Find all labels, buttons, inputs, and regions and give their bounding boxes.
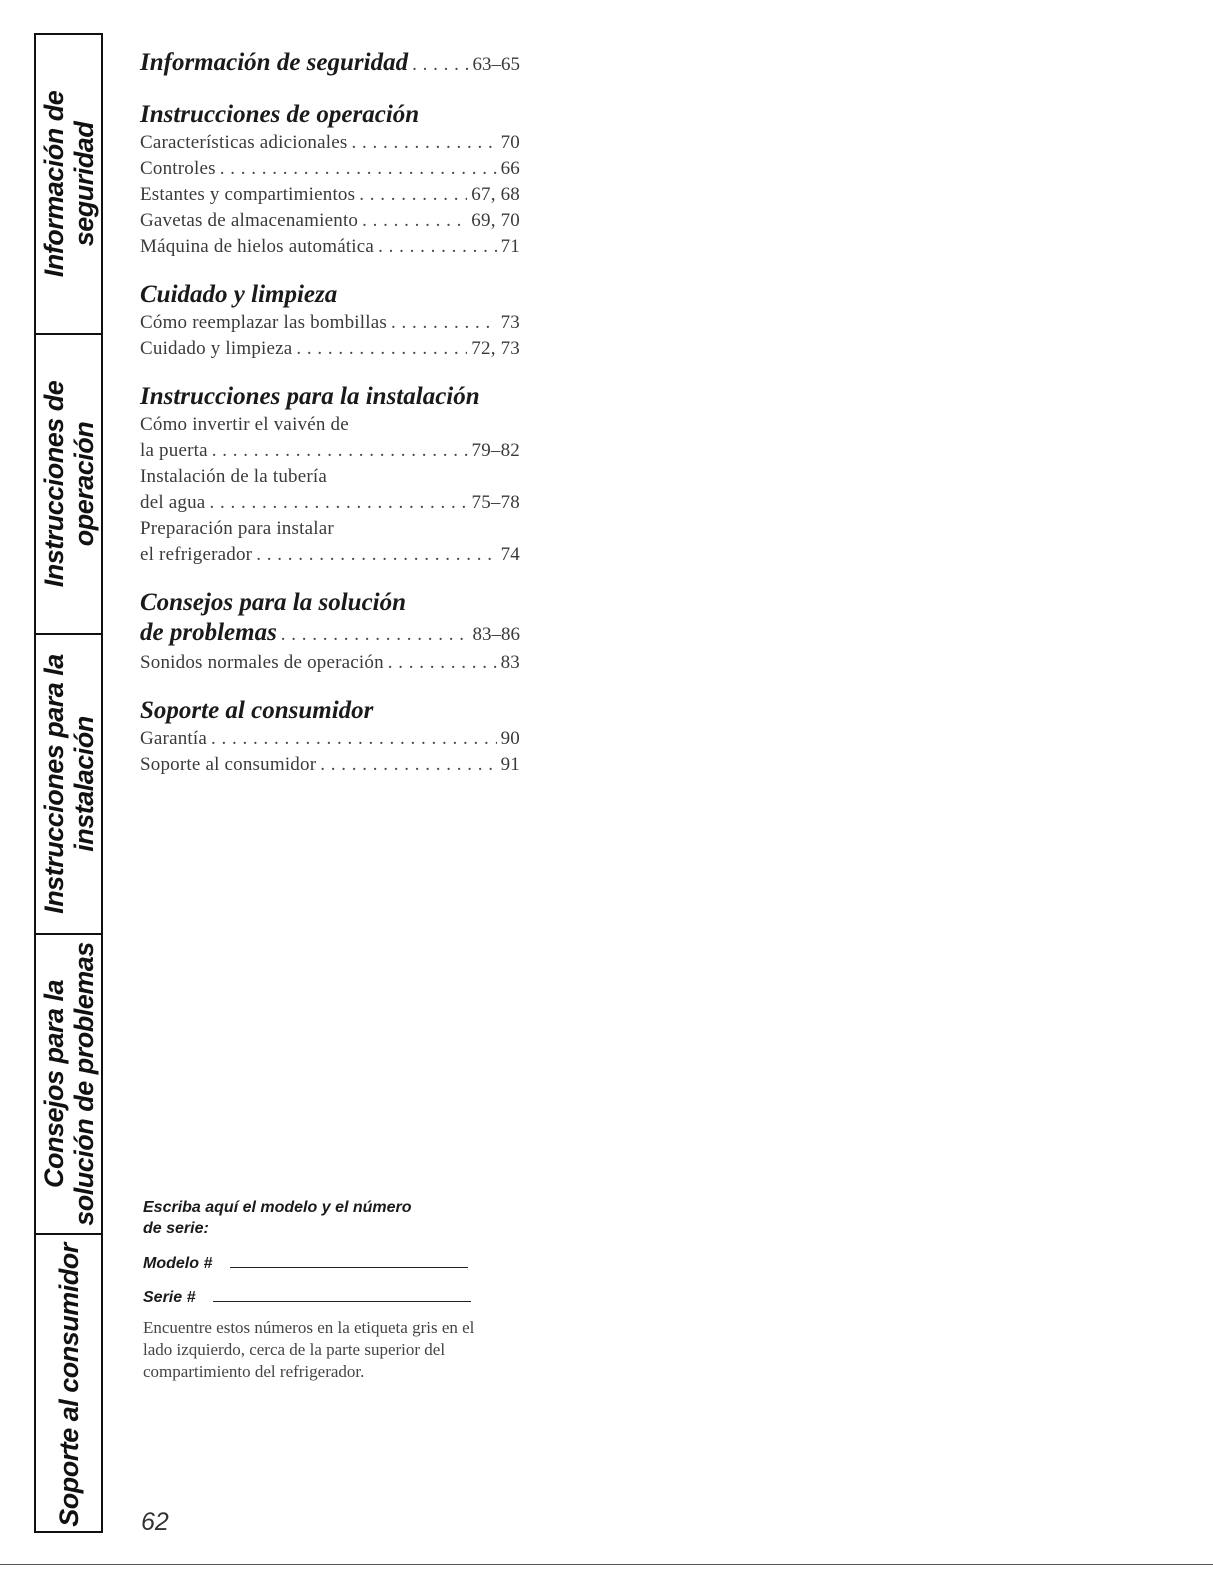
leader-dots — [362, 208, 467, 234]
toc-entry-label: Gavetas de almacenamiento — [140, 210, 359, 231]
toc-entry[interactable] — [140, 542, 520, 568]
page-number: 62 — [141, 1508, 169, 1536]
bottom-rule — [0, 1564, 1213, 1565]
toc-entry-label-first-line: Cómo invertir el vaivén de — [140, 414, 349, 435]
tab-support[interactable] — [36, 1235, 101, 1535]
leader-dots — [296, 336, 467, 362]
toc-heading-label: Información de seguridad — [140, 49, 409, 76]
toc-page-number: 69, 70 — [471, 210, 520, 231]
leader-dots — [359, 182, 467, 208]
tab-label-line1: Soporte al consumidor — [53, 1243, 84, 1527]
tab-label-line1: Información de — [38, 90, 69, 278]
leader-dots — [320, 752, 496, 778]
model-box-title-line2: de serie: — [143, 1220, 209, 1237]
toc-entry[interactable] — [140, 650, 520, 676]
toc-page-number: 83–86 — [472, 624, 520, 645]
toc-entry[interactable] — [140, 336, 520, 362]
tab-label-line2: instalación — [68, 716, 99, 852]
toc-entry-label: Garantía — [140, 728, 208, 749]
toc-heading-label: de problemas — [140, 619, 277, 646]
tab-operation[interactable] — [36, 335, 101, 635]
model-field — [143, 1253, 503, 1273]
toc-section-support — [140, 696, 520, 778]
tab-label-line2: seguridad — [68, 121, 99, 247]
toc-entry-label: Cómo reemplazar las bombillas — [140, 312, 387, 333]
tab-label-line1: Consejos para la — [38, 979, 69, 1189]
toc-page-number: 74 — [500, 544, 520, 565]
toc-entry-label: la puerta — [140, 440, 208, 461]
serial-write-line — [213, 1287, 471, 1302]
leader-dots — [391, 310, 497, 336]
tab-label-line1: Instrucciones de — [38, 380, 69, 588]
toc-entry-label: Cuidado y limpieza — [140, 338, 293, 359]
leader-dots — [412, 50, 468, 80]
tab-operation-label — [37, 336, 101, 632]
toc-page-number: 72, 73 — [471, 338, 520, 359]
toc-section-care — [140, 280, 520, 362]
toc-page-number: 83 — [500, 652, 520, 673]
toc-section-safety — [140, 48, 520, 80]
toc-entry-label: del agua — [140, 492, 206, 513]
toc-entry-label: Características adicionales — [140, 132, 348, 153]
tab-troubleshooting-label — [37, 936, 101, 1232]
leader-dots — [256, 542, 496, 568]
toc-page-number: 71 — [500, 236, 520, 257]
tab-label-line1: Instrucciones para la — [38, 654, 69, 914]
tab-installation[interactable] — [36, 635, 101, 935]
toc-entry[interactable] — [140, 234, 520, 260]
model-box-title: Escriba aquí el modelo y el número — [143, 1199, 412, 1216]
toc-section-installation — [140, 382, 520, 568]
toc-page-number: 66 — [500, 158, 520, 179]
tab-label-line2: solución de problemas — [68, 942, 99, 1226]
toc-heading-troubleshooting: Consejos para la solución — [140, 589, 407, 616]
toc-heading-support: Soporte al consumidor — [140, 697, 374, 724]
toc-entry[interactable] — [140, 726, 520, 752]
toc-entry-label: Controles — [140, 158, 216, 179]
leader-dots — [211, 726, 497, 752]
toc-page-number: 79–82 — [471, 440, 520, 461]
model-box-note: Encuentre estos números en la etiqueta gris en el lado izquierdo, cerca de la parte superior del compartimiento del refrigerador. — [143, 1318, 475, 1381]
toc-page-number: 73 — [500, 312, 520, 333]
toc-entry[interactable] — [140, 490, 520, 516]
toc-page-number: 70 — [500, 132, 520, 153]
leader-dots — [220, 156, 497, 182]
tab-safety-label — [37, 36, 101, 332]
table-of-contents — [140, 48, 520, 798]
toc-section-troubleshooting — [140, 588, 520, 676]
tab-label-line2: operación — [68, 421, 99, 547]
toc-entry[interactable] — [140, 156, 520, 182]
tab-installation-label — [37, 636, 101, 932]
tab-support-label — [37, 1237, 101, 1533]
toc-page-number: 75–78 — [471, 492, 520, 513]
toc-page-number: 63–65 — [472, 54, 520, 75]
leader-dots — [378, 234, 497, 260]
leader-dots — [351, 130, 496, 156]
model-write-line — [230, 1253, 468, 1268]
model-label: Modelo # — [143, 1255, 213, 1272]
toc-entry[interactable] — [140, 752, 520, 778]
toc-entry-label: Máquina de hielos automática — [140, 236, 375, 257]
toc-heading-safety[interactable] — [140, 48, 520, 80]
toc-entry-label: Sonidos normales de operación — [140, 652, 384, 673]
toc-heading-troubleshooting-entry[interactable] — [140, 618, 520, 650]
section-tabs — [34, 33, 103, 1533]
toc-entry[interactable] — [140, 130, 520, 156]
toc-heading-installation: Instrucciones para la instalación — [140, 383, 480, 410]
toc-entry-label: Estantes y compartimientos — [140, 184, 356, 205]
toc-entry[interactable] — [140, 208, 520, 234]
toc-page-number: 91 — [500, 754, 520, 775]
serial-field — [143, 1287, 503, 1307]
toc-entry-label-first-line: Instalación de la tubería — [140, 466, 328, 487]
toc-page-number: 90 — [500, 728, 520, 749]
serial-label: Serie # — [143, 1289, 196, 1306]
toc-page-number: 67, 68 — [471, 184, 520, 205]
toc-entry[interactable] — [140, 438, 520, 464]
model-serial-box — [143, 1197, 503, 1383]
toc-heading-operation: Instrucciones de operación — [140, 101, 420, 128]
toc-entry[interactable] — [140, 310, 520, 336]
tab-safety[interactable] — [36, 35, 101, 335]
tab-troubleshooting[interactable] — [36, 935, 101, 1235]
leader-dots — [212, 438, 468, 464]
toc-section-operation — [140, 100, 520, 260]
leader-dots — [209, 490, 467, 516]
toc-entry-label-first-line: Preparación para instalar — [140, 518, 334, 539]
toc-heading-care: Cuidado y limpieza — [140, 281, 338, 308]
toc-entry[interactable] — [140, 182, 520, 208]
leader-dots — [281, 620, 469, 650]
leader-dots — [388, 650, 497, 676]
toc-entry-label: el refrigerador — [140, 544, 253, 565]
toc-entry-label: Soporte al consumidor — [140, 754, 317, 775]
